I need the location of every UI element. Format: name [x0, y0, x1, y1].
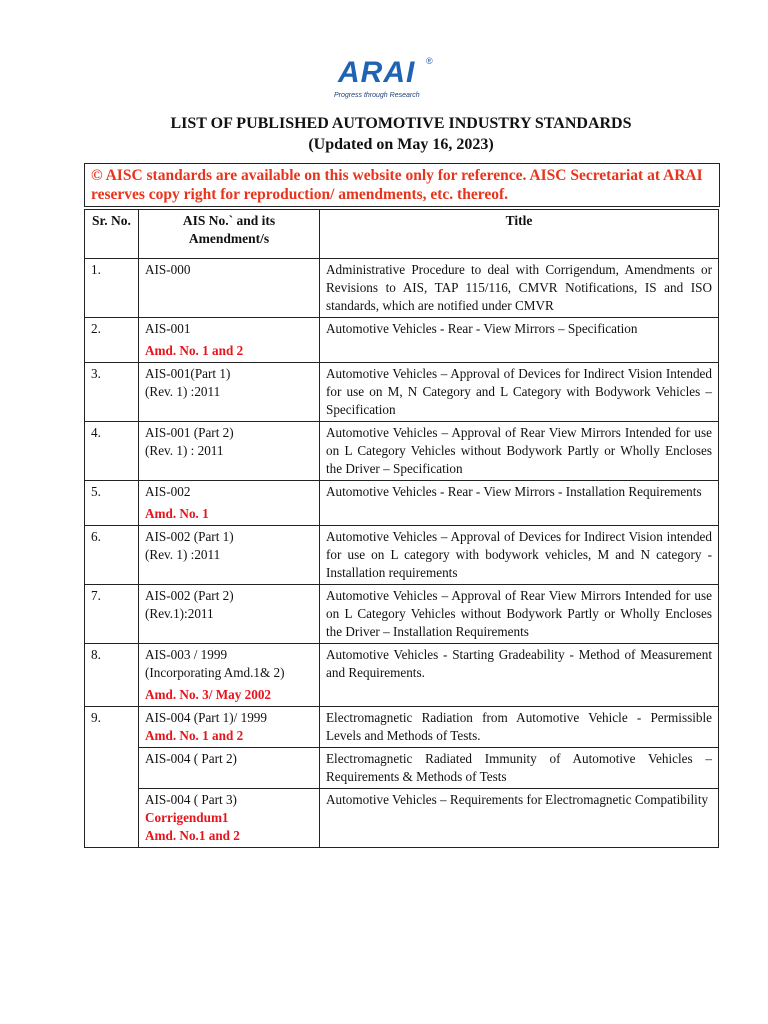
sr-no-cell: 4. — [85, 422, 139, 481]
table-row — [85, 526, 719, 585]
ais-number-line: AIS-003 / 1999 — [145, 647, 228, 662]
title-cell: Automotive Vehicles – Requirements for Electromagnetic Compatibility — [320, 789, 719, 848]
ais-number-line: AIS-004 ( Part 3) — [145, 792, 237, 807]
logo-tagline: Progress through Research — [334, 92, 420, 99]
ais-number-line: AIS-001(Part 1) — [145, 366, 231, 381]
ais-no-cell — [139, 526, 320, 585]
ais-number-line: (Incorporating Amd.1& 2) — [145, 665, 285, 680]
ais-no-cell — [139, 789, 320, 848]
ais-number-line: (Rev. 1) : 2011 — [145, 443, 224, 458]
title-cell: Automotive Vehicles – Approval of Rear View Mirrors Intended for use on L Category Vehicles without Bodywork Partly or Wholly Encloses the Driver – Installation Requirements — [320, 585, 719, 644]
update-date: (Updated on May 16, 2023) — [308, 136, 494, 153]
ais-no-cell — [139, 259, 320, 318]
ais-number-line: AIS-001 (Part 2) — [145, 425, 234, 440]
sr-no-cell: 7. — [85, 585, 139, 644]
title-cell: Automotive Vehicles - Rear - View Mirrors - Installation Requirements — [320, 481, 719, 526]
amendment-line: Amd. No. 1 and 2 — [145, 728, 244, 743]
document-title: LIST OF PUBLISHED AUTOMOTIVE INDUSTRY STANDARDS — [170, 115, 632, 132]
ais-no-cell — [139, 585, 320, 644]
arai-logo — [332, 56, 452, 106]
ais-number-line: AIS-000 — [145, 262, 191, 277]
standards-table — [84, 209, 719, 848]
sr-no-cell: 3. — [85, 363, 139, 422]
title-cell: Automotive Vehicles - Rear - View Mirrors – Specification — [320, 318, 719, 363]
ais-number-line: AIS-002 — [145, 484, 191, 499]
table-row — [85, 585, 719, 644]
sr-no-cell: 2. — [85, 318, 139, 363]
ais-number-line: AIS-002 (Part 2) — [145, 588, 234, 603]
amendment-line: Amd. No. 3/ May 2002 — [145, 687, 272, 702]
table-row — [85, 363, 719, 422]
table-body — [85, 259, 719, 848]
ais-number-line: (Rev. 1) :2011 — [145, 384, 221, 399]
sr-no-cell: 1. — [85, 259, 139, 318]
amendment-line: Corrigendum1 — [145, 810, 229, 825]
amendment-line: Amd. No. 1 — [145, 506, 209, 521]
ais-no-cell — [139, 318, 320, 363]
table-header-row — [85, 210, 719, 259]
table-row — [85, 789, 719, 848]
sr-no-cell: 5. — [85, 481, 139, 526]
table-row — [85, 259, 719, 318]
ais-no-cell — [139, 707, 320, 748]
table-row — [85, 481, 719, 526]
title-cell: Administrative Procedure to deal with Corrigendum, Amendments or Revisions to AIS, TAP 115/116, CMVR Notifications, IS and ISO standards, which are notified under CMVR — [320, 259, 719, 318]
title-cell: Automotive Vehicles – Approval of Rear View Mirrors Intended for use on L Category Vehicles without Bodywork Partly or Wholly Encloses the Driver – Specification — [320, 422, 719, 481]
logo-text: ARAI — [338, 56, 416, 89]
header-sr-no: Sr. No. — [85, 210, 139, 259]
amendment-line: Amd. No. 1 and 2 — [145, 343, 244, 358]
ais-no-cell — [139, 422, 320, 481]
title-cell: Electromagnetic Radiation from Automotive Vehicle - Permissible Levels and Methods of Tests. — [320, 707, 719, 748]
ais-no-cell — [139, 363, 320, 422]
title-cell: Automotive Vehicles – Approval of Devices for Indirect Vision intended for use on L category with bodywork vehicles, M and N category - Installation requirements — [320, 526, 719, 585]
title-cell: Automotive Vehicles – Approval of Devices for Indirect Vision Intended for use on M, N Category and L Category with Bodywork Vehicles – Specification — [320, 363, 719, 422]
ais-number-line: (Rev. 1) :2011 — [145, 547, 221, 562]
sr-no-cell: 8. — [85, 644, 139, 707]
ais-number-line: (Rev.1):2011 — [145, 606, 214, 621]
copyright-notice: © AISC standards are available on this website only for reference. AISC Secretariat at ARAI reserves copy right for reproduction/ amendments, etc. thereof. — [84, 163, 720, 207]
table-row — [85, 422, 719, 481]
amendment-line: Amd. No.1 and 2 — [145, 828, 240, 843]
title-cell: Electromagnetic Radiated Immunity of Automotive Vehicles – Requirements & Methods of Tests — [320, 748, 719, 789]
header-title: Title — [320, 210, 719, 259]
header-ais-no: AIS No.` and its Amendment/s — [139, 210, 320, 259]
sr-no-cell: 9. — [85, 707, 139, 848]
table-row — [85, 644, 719, 707]
ais-number-line: AIS-002 (Part 1) — [145, 529, 234, 544]
ais-number-line: AIS-001 — [145, 321, 191, 336]
ais-number-line: AIS-004 (Part 1)/ 1999 — [145, 710, 267, 725]
ais-no-cell — [139, 748, 320, 789]
title-cell: Automotive Vehicles - Starting Gradeability - Method of Measurement and Requirements. — [320, 644, 719, 707]
ais-no-cell — [139, 481, 320, 526]
table-row — [85, 318, 719, 363]
ais-number-line: AIS-004 ( Part 2) — [145, 751, 237, 766]
table-row — [85, 748, 719, 789]
registered-mark: ® — [426, 56, 433, 66]
sr-no-cell: 6. — [85, 526, 139, 585]
table-row — [85, 707, 719, 748]
ais-no-cell — [139, 644, 320, 707]
